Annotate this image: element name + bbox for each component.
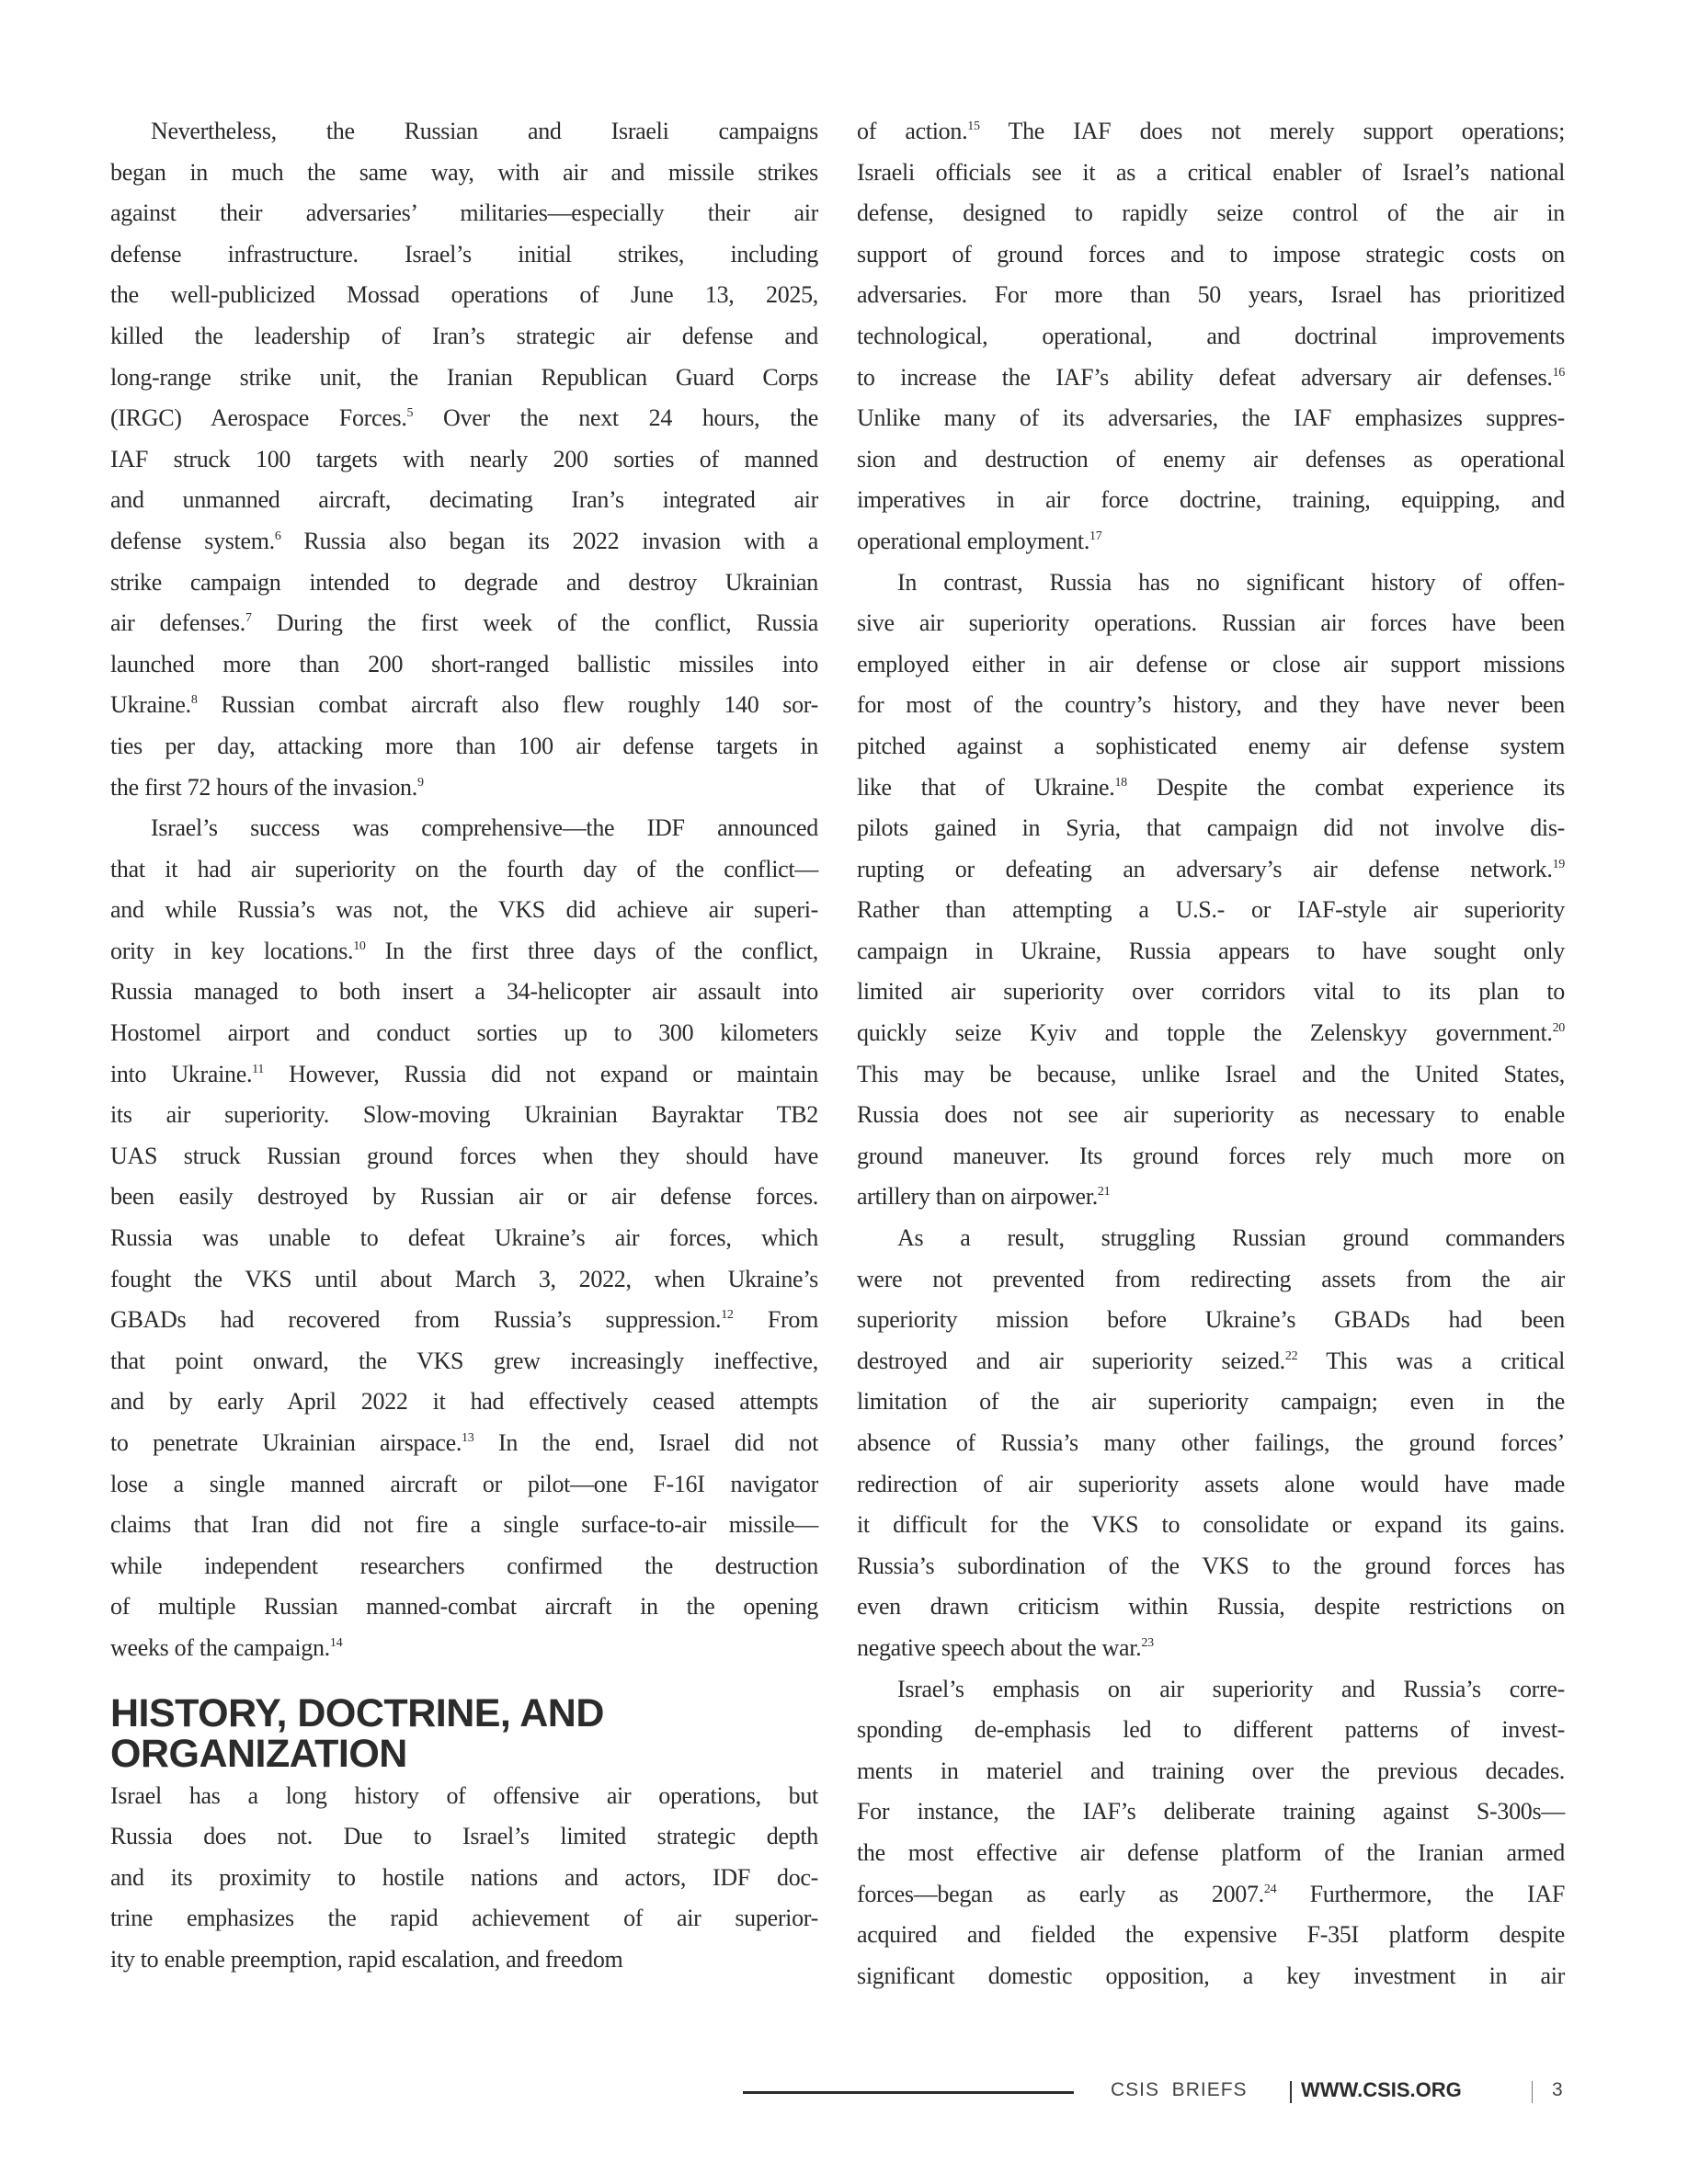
text-line [857, 1054, 1565, 1096]
text-line-content: Nevertheless, the Russian and Israeli campaigns [151, 118, 818, 144]
text-line-content: even drawn criticism within Russia, despite restrictions on [857, 1593, 1565, 1621]
text-line-content: Russia also began its 2022 invasion with a [280, 527, 818, 554]
text-line [857, 1792, 1565, 1833]
text-line-content: into Ukraine. [110, 1060, 253, 1087]
text-line-content: lose a single manned aircraft or pilot—one F-16I navigator [110, 1470, 818, 1497]
footnote-marker[interactable]: 14 [329, 1635, 343, 1650]
text-line-content: and unmanned aircraft, decimating Iran’s integrated air [110, 486, 818, 514]
footnote-marker[interactable]: 8 [190, 693, 198, 708]
text-line-content: Israel’s success was comprehensive—the IDF announced [151, 814, 818, 842]
text-line [110, 768, 818, 809]
footnote-marker[interactable]: 19 [1552, 857, 1565, 871]
text-line [857, 1587, 1565, 1628]
text-line-content: to penetrate Ukrainian airspace. [110, 1429, 462, 1456]
text-line [857, 316, 1565, 358]
text-line-content: sive air superiority operations. Russian air forces have been [857, 609, 1565, 637]
text-line-content: of action. [857, 118, 968, 144]
text-line-content: to increase the IAF’s ability defeat adversary air defenses. [857, 363, 1553, 391]
text-line-content: imperatives in air force doctrine, training, equipping, and [857, 486, 1565, 514]
section-body-text [110, 1776, 818, 1981]
text-line [857, 768, 1565, 809]
text-line-content: of multiple Russian manned-combat aircraft in the opening [110, 1593, 818, 1621]
text-line [857, 890, 1565, 931]
text-line-content: claims that Iran did not fire a single surface-to-air missile— [110, 1511, 818, 1539]
text-line [857, 1136, 1565, 1177]
text-line [110, 1628, 818, 1669]
text-line [110, 1259, 818, 1301]
text-line-content: redirection of air superiority assets alone would have made [857, 1470, 1565, 1497]
text-line [857, 1259, 1565, 1301]
text-line [857, 1546, 1565, 1587]
text-line [857, 480, 1565, 521]
text-line-content: Unlike many of its adversaries, the IAF emphasizes suppres- [857, 404, 1565, 432]
text-line-content: employed either in air defense or close air support missions [857, 650, 1565, 677]
text-line-content: its air superiority. Slow-moving Ukrainian Bayraktar TB2 [110, 1101, 818, 1129]
footnote-marker[interactable]: 24 [1263, 1882, 1277, 1896]
text-line [857, 275, 1565, 316]
text-line-content: Russia was unable to defeat Ukraine’s air forces, which [110, 1224, 818, 1252]
text-line-content: killed the leadership of Iran’s strategic air defense and [110, 322, 818, 349]
text-line-content: operational employment. [857, 527, 1090, 554]
text-line-content: (IRGC) Aerospace Forces. [110, 404, 407, 432]
text-line-content: air defenses. [110, 609, 245, 637]
footer-brand: CSIS BRIEFS [1111, 2079, 1248, 2100]
text-line-content: for most of the country’s history, and they have never been [857, 691, 1565, 719]
footnote-marker[interactable]: 6 [274, 529, 281, 543]
text-line [857, 521, 1565, 563]
text-line-content: that point onward, the VKS grew increasingly ineffective, [110, 1347, 818, 1374]
footnote-marker[interactable]: 22 [1284, 1348, 1298, 1363]
text-line [857, 1874, 1565, 1916]
text-line-content: that it had air superiority on the fourth day of the conflict— [110, 855, 818, 882]
text-line [857, 644, 1565, 686]
text-line [110, 1546, 818, 1587]
text-line-content: Russia does not. Due to Israel’s limited strategic depth [110, 1823, 818, 1850]
text-line [110, 480, 818, 521]
text-line [857, 1505, 1565, 1546]
text-line-content: technological, operational, and doctrinal improvements [857, 322, 1565, 349]
text-line-content: In the first three days of the conflict, [365, 937, 818, 964]
section-heading-line-2: ORGANIZATION [110, 1731, 407, 1776]
text-line-content: the well-publicized Mossad operations of June 13, 2025, [110, 281, 818, 309]
footnote-marker[interactable]: 5 [406, 406, 414, 421]
text-line [857, 1382, 1565, 1423]
text-line [110, 563, 818, 604]
text-line [110, 1136, 818, 1177]
text-line [857, 931, 1565, 973]
text-line [857, 234, 1565, 276]
footnote-marker[interactable]: 13 [462, 1431, 474, 1445]
text-line [857, 849, 1565, 891]
text-line-content: campaign in Ukraine, Russia appears to have sought only [857, 937, 1565, 964]
footnote-marker[interactable]: 15 [967, 119, 980, 133]
text-line [110, 726, 818, 768]
text-line [857, 603, 1565, 644]
page-number: 3 [1552, 2079, 1563, 2100]
text-line [857, 1833, 1565, 1874]
text-line-content: ties per day, attacking more than 100 air defense targets in [110, 732, 818, 759]
text-line-content: pitched against a sophisticated enemy air defense system [857, 732, 1565, 759]
text-line-content: Furthermore, the IAF [1276, 1880, 1565, 1907]
text-line [110, 153, 818, 194]
text-line [857, 1464, 1565, 1506]
text-line-content: During the first week of the conflict, Russia [251, 609, 818, 637]
footnote-marker[interactable]: 21 [1097, 1185, 1111, 1200]
text-line [857, 972, 1565, 1013]
text-line-content: However, Russia did not expand or maintain [264, 1060, 818, 1087]
text-line [110, 1177, 818, 1218]
text-line [110, 439, 818, 481]
text-line [110, 1341, 818, 1382]
text-line [857, 398, 1565, 439]
text-line-content: destroyed and air superiority seized. [857, 1347, 1285, 1374]
text-line [857, 1177, 1565, 1218]
footer-separator [1532, 2081, 1533, 2103]
text-line [857, 1423, 1565, 1464]
text-line-content: support of ground forces and to impose strategic costs on [857, 240, 1565, 267]
text-line [857, 1095, 1565, 1136]
footnote-marker[interactable]: 12 [721, 1308, 734, 1323]
text-line-content: ground maneuver. Its ground forces rely much more on [857, 1142, 1565, 1169]
text-line-content: pilots gained in Syria, that campaign did not involve dis- [857, 814, 1565, 842]
text-line [857, 1669, 1565, 1711]
text-line-content: fought the VKS until about March 3, 2022, when Ukraine’s [110, 1265, 818, 1292]
footnote-marker[interactable]: 16 [1552, 365, 1565, 380]
text-line [857, 808, 1565, 849]
text-line-content: defense system. [110, 527, 275, 554]
text-line-content: This was a critical [1297, 1347, 1565, 1374]
footnote-marker[interactable]: 20 [1552, 1021, 1565, 1036]
text-line-content: were not prevented from redirecting assets from the air [857, 1265, 1565, 1292]
text-line-content: and while Russia’s was not, the VKS did achieve air superi- [110, 896, 818, 924]
text-line-content: while independent researchers confirmed the destruction [110, 1552, 818, 1579]
text-line [857, 111, 1565, 153]
text-line [110, 1218, 818, 1259]
text-line-content: limited air superiority over corridors vital to its plan to [857, 978, 1565, 1006]
text-line-content: From [733, 1306, 818, 1334]
text-line-content: defense infrastructure. Israel’s initial strikes, including [110, 240, 818, 267]
text-line-content: long-range strike unit, the Iranian Republican Guard Corps [110, 363, 818, 391]
text-line [857, 439, 1565, 481]
text-line-content: trine emphasizes the rapid achievement of air superior- [110, 1905, 818, 1932]
text-line-content: rupting or defeating an adversary’s air defense network. [857, 855, 1553, 882]
text-line-content: began in much the same way, with air and missile strikes [110, 158, 818, 186]
text-line-content: quickly seize Kyiv and topple the Zelenskyy government. [857, 1019, 1553, 1047]
page-footer [0, 2074, 1688, 2110]
text-line [110, 972, 818, 1013]
text-line-content: weeks of the campaign. [110, 1633, 330, 1661]
text-line [110, 398, 818, 439]
text-line-content: As a result, struggling Russian ground commanders [897, 1224, 1565, 1252]
text-line-content: Russia’s subordination of the VKS to the ground forces has [857, 1552, 1565, 1579]
text-line-content: Over the next 24 hours, the [413, 404, 818, 432]
text-line [110, 316, 818, 358]
footer-url-link[interactable]: WWW.CSIS.ORG [1301, 2078, 1462, 2101]
text-line [857, 1710, 1565, 1751]
text-line [857, 1628, 1565, 1669]
text-line [857, 1341, 1565, 1382]
text-line [110, 1054, 818, 1096]
text-line-content: Russian combat aircraft also flew roughly 140 sor- [197, 691, 818, 719]
right-body-text [857, 111, 1565, 1996]
footnote-marker[interactable]: 7 [245, 611, 252, 626]
footer-separator [1290, 2081, 1292, 2103]
footnote-marker[interactable]: 9 [416, 775, 424, 790]
text-line-content: IAF struck 100 targets with nearly 200 sorties of manned [110, 445, 818, 472]
text-line-content: acquired and fielded the expensive F-35I platform despite [857, 1921, 1565, 1949]
text-line-content: Ukraine. [110, 691, 191, 719]
section-heading-line-1: HISTORY, DOCTRINE, AND [110, 1690, 604, 1735]
text-line [857, 563, 1565, 604]
text-line-content: Hostomel airport and conduct sorties up to 300 kilometers [110, 1019, 818, 1047]
text-line-content: For instance, the IAF’s deliberate training against S-300s— [857, 1798, 1565, 1826]
text-line-content: the first 72 hours of the invasion. [110, 773, 417, 801]
text-line [110, 1898, 818, 1939]
text-line [857, 726, 1565, 768]
text-line-content: negative speech about the war. [857, 1633, 1142, 1661]
text-line [110, 234, 818, 276]
text-line [110, 603, 818, 644]
text-line [110, 358, 818, 399]
text-line [857, 685, 1565, 726]
text-line-content: the most effective air defense platform of the Iranian armed [857, 1838, 1565, 1866]
text-line-content: ments in materiel and training over the previous decades. [857, 1757, 1565, 1784]
text-line [110, 275, 818, 316]
text-line [857, 1013, 1565, 1054]
text-line-content: like that of Ukraine. [857, 773, 1115, 801]
text-line-content: Russia managed to both insert a 34-helicopter air assault into [110, 978, 818, 1006]
right-column [857, 111, 1565, 1996]
text-line [110, 1816, 818, 1858]
text-line [110, 644, 818, 686]
text-line-content: adversaries. For more than 50 years, Israel has prioritized [857, 281, 1565, 309]
text-line [110, 1095, 818, 1136]
text-line-content: sion and destruction of enemy air defenses as operational [857, 445, 1565, 472]
text-line [110, 1423, 818, 1464]
text-line [110, 1382, 818, 1423]
text-line-content: In the end, Israel did not [473, 1429, 818, 1456]
text-line-content: it difficult for the VKS to consolidate or expand its gains. [857, 1511, 1565, 1539]
text-line-content: This may be because, unlike Israel and the United States, [857, 1060, 1565, 1087]
text-line-content: absence of Russia’s many other failings, the ground forces’ [857, 1429, 1565, 1456]
text-line-content: significant domestic opposition, a key investment in air [857, 1962, 1565, 1989]
text-line [110, 1776, 818, 1817]
text-line-content: artillery than on airpower. [857, 1183, 1098, 1211]
text-line-content: Russia does not see air superiority as necessary to enable [857, 1101, 1565, 1129]
text-line [857, 1218, 1565, 1259]
text-line-content: superiority mission before Ukraine’s GBADs had been [857, 1306, 1565, 1334]
footnote-marker[interactable]: 10 [353, 938, 366, 953]
text-line-content: launched more than 200 short-ranged ballistic missiles into [110, 650, 818, 677]
text-line [110, 890, 818, 931]
text-line-content: and its proximity to hostile nations and actors, IDF doc- [110, 1863, 818, 1891]
footer-rule [743, 2091, 1074, 2094]
text-line [857, 1300, 1565, 1341]
text-line [110, 1505, 818, 1546]
text-line-content: sponding de-emphasis led to different patterns of invest- [857, 1716, 1565, 1744]
text-line-content: been easily destroyed by Russian air or air defense forces. [110, 1183, 818, 1211]
text-line [110, 1464, 818, 1506]
text-line-content: against their adversaries’ militaries—especially their air [110, 199, 818, 227]
section-heading [110, 1690, 818, 1776]
text-line [110, 1939, 818, 1981]
footnote-marker[interactable]: 11 [252, 1062, 265, 1076]
footnote-marker[interactable]: 17 [1089, 529, 1102, 543]
text-line-content: UAS struck Russian ground forces when they should have [110, 1142, 818, 1169]
text-line-content: strike campaign intended to degrade and destroy Ukrainian [110, 568, 818, 596]
text-line [110, 521, 818, 563]
text-line [110, 1587, 818, 1628]
text-line [857, 358, 1565, 399]
text-line [857, 153, 1565, 194]
footnote-marker[interactable]: 18 [1114, 775, 1127, 790]
text-line-content: Despite the combat experience its [1126, 773, 1565, 801]
text-line [110, 1858, 818, 1899]
text-line [857, 193, 1565, 234]
text-line [110, 931, 818, 973]
text-line [110, 1013, 818, 1054]
text-line-content: Israel’s emphasis on air superiority and Russia’s corre- [897, 1675, 1565, 1702]
left-body-text [110, 111, 818, 1669]
text-line-content: ority in key locations. [110, 937, 354, 964]
text-line [857, 1751, 1565, 1792]
text-line [110, 808, 818, 849]
text-line-content: In contrast, Russia has no significant history of offen- [897, 568, 1565, 596]
text-line [110, 193, 818, 234]
text-line [110, 111, 818, 153]
footnote-marker[interactable]: 23 [1141, 1635, 1154, 1650]
text-line-content: defense, designed to rapidly seize control of the air in [857, 199, 1565, 227]
text-line-content: GBADs had recovered from Russia’s suppression. [110, 1306, 722, 1334]
text-line-content: Israeli officials see it as a critical enabler of Israel’s national [857, 158, 1565, 186]
text-line-content: ity to enable preemption, rapid escalation, and freedom [110, 1945, 623, 1973]
left-column [110, 111, 818, 1981]
text-line [857, 1956, 1565, 1997]
text-line [110, 685, 818, 726]
text-line [857, 1915, 1565, 1956]
text-line [110, 849, 818, 891]
text-line [110, 1300, 818, 1341]
text-line-content: forces—began as early as 2007. [857, 1880, 1264, 1907]
text-line-content: The IAF does not merely support operations; [979, 118, 1566, 144]
text-line-content: and by early April 2022 it had effectively ceased attempts [110, 1388, 818, 1416]
text-line-content: Rather than attempting a U.S.- or IAF-style air superiority [857, 896, 1565, 924]
text-line-content: Israel has a long history of offensive air operations, but [110, 1781, 818, 1809]
text-line-content: limitation of the air superiority campaign; even in the [857, 1388, 1565, 1416]
